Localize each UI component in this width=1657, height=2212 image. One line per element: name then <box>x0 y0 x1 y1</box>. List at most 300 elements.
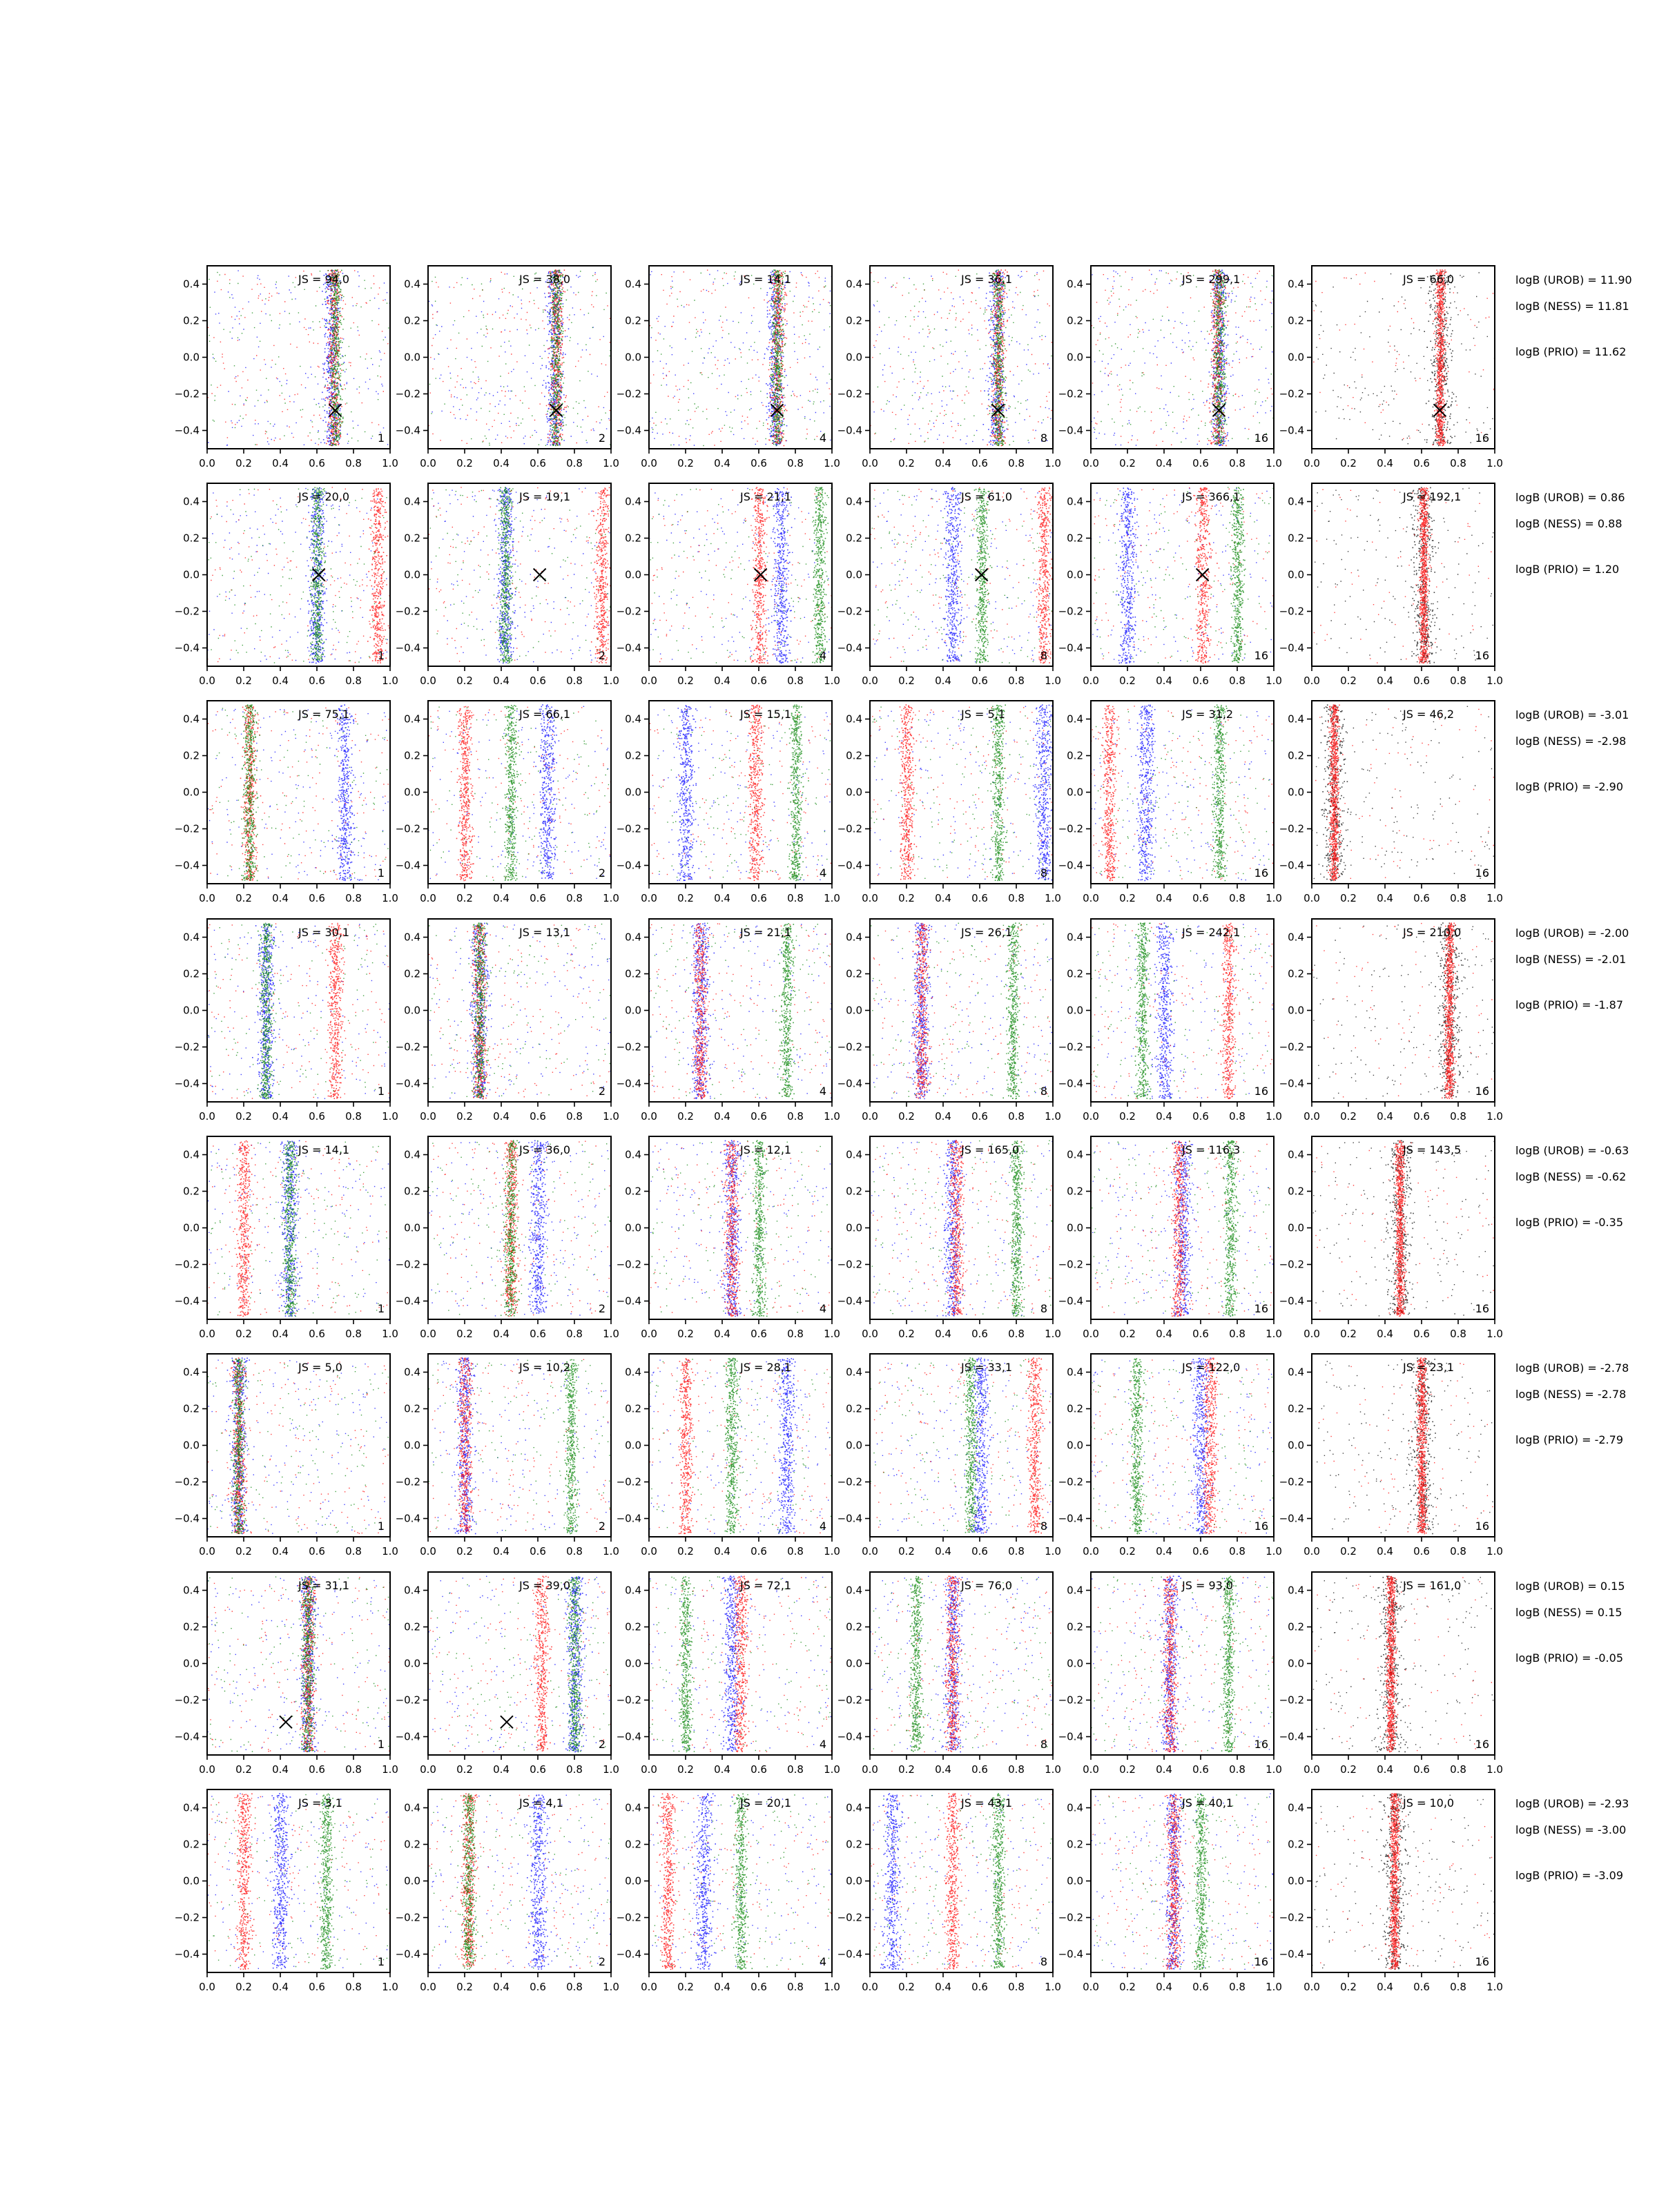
plot-frame <box>1312 1572 1495 1755</box>
x-tick-label: 0.8 <box>1450 1545 1466 1558</box>
y-tick-label: 0.4 <box>1067 495 1083 508</box>
y-tick-label: 0.2 <box>183 749 200 762</box>
y-tick-label: −0.2 <box>174 1911 200 1924</box>
sample-count-label: 4 <box>819 431 826 445</box>
x-tick-label: 1.0 <box>1045 1328 1061 1340</box>
panel-r4-c4 <box>837 919 1061 1123</box>
x-tick-label: 0.6 <box>971 675 988 687</box>
x-tick-label: 0.4 <box>714 675 730 687</box>
scatter-points <box>428 1357 612 1534</box>
y-tick-label: 0.2 <box>625 1185 641 1198</box>
js-annotation: JS = 39,0 <box>519 1579 571 1592</box>
y-tick-label: 0.2 <box>625 1402 641 1415</box>
plot-frame <box>428 1789 611 1972</box>
x-tick-label: 0.0 <box>641 457 657 469</box>
y-tick-label: 0.2 <box>625 314 641 327</box>
y-tick-label: 0.2 <box>404 1402 420 1415</box>
y-tick-label: −0.2 <box>1279 1040 1304 1054</box>
panel-r7-c4 <box>837 1572 1061 1776</box>
panel-r5-c2 <box>396 1136 619 1340</box>
y-tick-label: −0.4 <box>616 1512 641 1525</box>
y-tick-label: −0.4 <box>174 1948 200 1961</box>
y-tick-label: 0.2 <box>846 967 862 980</box>
y-tick-label: −0.2 <box>1279 1911 1304 1924</box>
scatter-series <box>873 270 1054 446</box>
scatter-series <box>870 1357 1050 1533</box>
x-tick-label: 0.6 <box>309 1545 325 1558</box>
y-tick-label: −0.4 <box>837 859 862 872</box>
y-tick-label: −0.4 <box>395 424 420 437</box>
y-tick-label: 0.2 <box>625 532 641 545</box>
sample-count-label: 4 <box>819 649 826 662</box>
y-tick-label: −0.4 <box>616 424 641 437</box>
y-tick-label: 0.4 <box>183 1801 200 1814</box>
js-annotation: JS = 165,0 <box>961 1143 1020 1156</box>
x-tick-label: 0.8 <box>1008 1545 1025 1558</box>
y-tick-label: 0.2 <box>1067 967 1083 980</box>
x-tick-label: 0.4 <box>714 1763 730 1776</box>
x-tick-label: 0.2 <box>1340 675 1357 687</box>
y-tick-label: 0.2 <box>625 749 641 762</box>
y-tick-label: −0.4 <box>174 424 200 437</box>
x-tick-label: 0.0 <box>1083 1545 1099 1558</box>
x-tick-label: 0.0 <box>862 892 878 904</box>
scatter-series <box>873 269 1054 446</box>
plot-frame <box>207 1572 390 1755</box>
logb-legend-row-8 <box>1515 1797 1629 1882</box>
plot-frame <box>1312 266 1495 449</box>
scatter-series <box>429 270 612 445</box>
x-tick-label: 0.0 <box>1083 457 1099 469</box>
y-tick-label: 0.2 <box>1288 1838 1304 1851</box>
js-annotation: JS = 20,1 <box>740 1796 792 1810</box>
x-tick-label: 0.8 <box>787 1981 804 1993</box>
panel-r3-c4 <box>837 701 1061 904</box>
y-tick-label: −0.4 <box>395 859 420 872</box>
x-tick-label: 1.0 <box>824 892 840 904</box>
x-tick-label: 0.8 <box>345 1981 362 1993</box>
scatter-series <box>429 1141 612 1317</box>
y-tick-label: 0.4 <box>404 495 420 508</box>
sample-count-label: 8 <box>1040 1085 1047 1098</box>
scatter-series <box>431 1141 610 1317</box>
x-tick-label: 0.0 <box>641 1110 657 1123</box>
y-tick-label: 0.2 <box>1067 1185 1083 1198</box>
x-tick-label: 1.0 <box>824 457 840 469</box>
plot-frame <box>1091 701 1274 884</box>
scatter-series <box>428 1357 610 1532</box>
x-tick-label: 0.2 <box>235 892 252 904</box>
y-tick-label: −0.2 <box>1058 1694 1083 1707</box>
x-tick-label: 1.0 <box>1045 675 1061 687</box>
x-tick-label: 0.2 <box>1119 1981 1136 1993</box>
plot-frame <box>649 701 832 884</box>
sample-count-label: 4 <box>819 1738 826 1751</box>
y-tick-label: 0.0 <box>404 1874 420 1888</box>
sample-count-label: 2 <box>598 1085 605 1098</box>
x-tick-label: 1.0 <box>1266 892 1282 904</box>
logb-legend-row-1 <box>1515 273 1632 358</box>
js-annotation: JS = 76,0 <box>961 1579 1013 1592</box>
x-tick-label: 0.8 <box>1008 1763 1025 1776</box>
scatter-series <box>429 270 612 447</box>
y-tick-label: −0.4 <box>1279 1294 1304 1308</box>
scatter-series <box>1096 1794 1272 1970</box>
x-tick-label: 0.4 <box>935 1545 951 1558</box>
panel-r3-c1 <box>175 701 398 904</box>
y-tick-label: 0.2 <box>404 314 420 327</box>
x-tick-label: 1.0 <box>1266 675 1282 687</box>
y-tick-label: 0.0 <box>1067 1657 1083 1670</box>
js-annotation: JS = 66,0 <box>1403 273 1455 286</box>
js-annotation: JS = 14,1 <box>740 273 792 286</box>
scatter-series <box>650 705 831 881</box>
scatter-points <box>649 1140 833 1317</box>
x-tick-label: 0.4 <box>272 1545 289 1558</box>
y-tick-label: 0.0 <box>846 568 862 581</box>
y-tick-label: −0.2 <box>837 387 862 400</box>
y-tick-label: −0.4 <box>1058 1512 1083 1525</box>
x-tick-label: 0.8 <box>1008 457 1025 469</box>
js-annotation: JS = 21,1 <box>740 490 792 503</box>
js-annotation: JS = 21,1 <box>740 926 792 939</box>
scatter-series <box>429 923 612 1100</box>
x-tick-label: 0.6 <box>1413 1328 1430 1340</box>
js-annotation: JS = 5,1 <box>961 708 1005 721</box>
y-tick-label: 0.0 <box>404 1657 420 1670</box>
y-tick-label: 0.4 <box>1288 1801 1304 1814</box>
scatter-series <box>1092 1794 1275 1970</box>
x-tick-label: 0.0 <box>199 892 215 904</box>
x-tick-label: 0.2 <box>456 1981 473 1993</box>
x-tick-label: 0.2 <box>1340 1981 1357 1993</box>
sample-count-label: 2 <box>598 431 605 445</box>
y-tick-label: 0.0 <box>404 1221 420 1234</box>
y-tick-label: −0.4 <box>616 1730 641 1743</box>
js-annotation: JS = 36,0 <box>519 1143 571 1156</box>
scatter-points <box>429 1140 612 1317</box>
scatter-series <box>871 704 1054 880</box>
x-tick-label: 0.2 <box>1340 1763 1357 1776</box>
js-annotation: JS = 40,1 <box>1182 1796 1234 1810</box>
x-tick-label: 0.0 <box>641 1981 657 1993</box>
sample-count-label: 4 <box>819 866 826 880</box>
x-tick-label: 0.6 <box>530 1110 546 1123</box>
y-tick-label: −0.4 <box>395 1948 420 1961</box>
sample-count-label: 2 <box>598 1520 605 1533</box>
scatter-series <box>659 705 831 882</box>
scatter-points <box>870 1793 1054 1970</box>
x-tick-label: 0.6 <box>1413 457 1430 469</box>
js-annotation: JS = 14,1 <box>298 1143 350 1156</box>
scatter-series <box>650 923 833 1100</box>
y-tick-label: 0.4 <box>1288 931 1304 944</box>
x-tick-label: 0.4 <box>714 457 730 469</box>
x-tick-label: 0.0 <box>641 1328 657 1340</box>
x-tick-label: 0.0 <box>641 675 657 687</box>
scatter-series <box>431 1794 610 1970</box>
scatter-series <box>208 923 391 1100</box>
logb-urob: logB (UROB) = -2.93 <box>1515 1797 1629 1810</box>
scatter-series <box>429 1140 610 1316</box>
x-tick-label: 0.4 <box>1156 1328 1172 1340</box>
x-tick-label: 0.2 <box>1119 457 1136 469</box>
x-tick-label: 0.8 <box>1450 457 1466 469</box>
x-tick-label: 0.4 <box>1156 1110 1172 1123</box>
js-annotation: JS = 122,0 <box>1182 1361 1241 1374</box>
y-tick-label: −0.4 <box>1279 1948 1304 1961</box>
logb-ness: logB (NESS) = 11.81 <box>1515 300 1629 313</box>
y-tick-label: 0.0 <box>625 1439 641 1452</box>
sample-count-label: 16 <box>1475 431 1489 445</box>
scatter-points <box>1314 487 1494 663</box>
scatter-points <box>649 269 833 446</box>
scatter-points <box>429 1576 612 1753</box>
scatter-series <box>873 923 1054 1099</box>
scatter-series <box>1094 487 1275 663</box>
plot-frame <box>1312 483 1495 666</box>
scatter-series <box>1094 922 1275 1099</box>
x-tick-label: 0.8 <box>1229 892 1246 904</box>
scatter-series <box>428 922 610 1098</box>
scatter-series <box>1313 1141 1496 1317</box>
y-tick-label: 0.4 <box>1288 1366 1304 1379</box>
x-tick-label: 1.0 <box>382 1981 398 1993</box>
scatter-points <box>207 1793 391 1970</box>
x-tick-label: 0.6 <box>1413 1545 1430 1558</box>
js-annotation: JS = 31,2 <box>1182 708 1234 721</box>
panel-r3-c3 <box>617 701 840 904</box>
y-tick-label: 0.2 <box>1288 1185 1304 1198</box>
logb-legend-row-2 <box>1515 491 1625 576</box>
x-tick-label: 0.0 <box>1304 457 1320 469</box>
logb-legend-row-5 <box>1515 1144 1629 1229</box>
scatter-points <box>428 269 612 446</box>
y-tick-label: −0.4 <box>395 1730 420 1743</box>
scatter-series <box>208 704 391 881</box>
x-tick-label: 0.8 <box>1008 1328 1025 1340</box>
y-tick-label: −0.2 <box>837 822 862 835</box>
logb-urob: logB (UROB) = -0.63 <box>1515 1144 1629 1157</box>
y-tick-label: −0.2 <box>616 1694 641 1707</box>
x-tick-label: 0.6 <box>971 1545 988 1558</box>
x-tick-label: 0.2 <box>235 675 252 687</box>
y-tick-label: 0.4 <box>625 712 641 726</box>
y-tick-label: 0.4 <box>1067 1148 1083 1161</box>
x-tick-label: 0.2 <box>1119 1763 1136 1776</box>
sample-count-label: 1 <box>377 1302 385 1315</box>
x-tick-label: 0.0 <box>641 1545 657 1558</box>
x-tick-label: 0.6 <box>971 1763 988 1776</box>
x-tick-label: 0.6 <box>750 892 767 904</box>
plot-frame <box>207 1136 390 1319</box>
panel-r2-c2 <box>396 483 619 687</box>
x-tick-label: 0.2 <box>456 1545 473 1558</box>
x-tick-label: 0.6 <box>750 1981 767 1993</box>
x-tick-label: 0.8 <box>787 457 804 469</box>
y-tick-label: 0.2 <box>1067 1402 1083 1415</box>
panel-r2-c6 <box>1279 483 1503 687</box>
y-tick-label: 0.2 <box>404 1185 420 1198</box>
x-tick-label: 0.0 <box>1304 675 1320 687</box>
y-tick-label: −0.4 <box>1058 859 1083 872</box>
y-tick-label: −0.4 <box>837 424 862 437</box>
y-tick-label: 0.2 <box>625 1620 641 1633</box>
x-tick-label: 0.6 <box>971 1328 988 1340</box>
x-tick-label: 0.0 <box>199 1763 215 1776</box>
x-tick-label: 0.6 <box>309 1763 325 1776</box>
x-tick-label: 1.0 <box>824 1545 840 1558</box>
x-tick-label: 0.6 <box>1192 1981 1209 1993</box>
y-tick-label: 0.2 <box>1288 314 1304 327</box>
y-tick-label: 0.4 <box>183 931 200 944</box>
x-tick-label: 0.0 <box>1083 1981 1099 1993</box>
y-tick-label: −0.2 <box>174 1475 200 1488</box>
y-tick-label: 0.4 <box>404 1584 420 1597</box>
sample-count-label: 2 <box>598 866 605 880</box>
sample-count-label: 16 <box>1254 1085 1268 1098</box>
x-tick-label: 1.0 <box>1266 1763 1282 1776</box>
scatter-series <box>429 1794 612 1970</box>
js-annotation: JS = 94,0 <box>298 273 350 286</box>
y-tick-label: −0.2 <box>616 605 641 618</box>
x-tick-label: 0.0 <box>199 1110 215 1123</box>
y-tick-label: 0.4 <box>404 1366 420 1379</box>
scatter-series <box>207 487 390 663</box>
scatter-series <box>429 1576 612 1753</box>
y-tick-label: −0.2 <box>1058 605 1083 618</box>
y-tick-label: 0.0 <box>183 1221 200 1234</box>
x-tick-label: 0.4 <box>1156 1981 1172 1993</box>
scatter-series <box>1092 1358 1272 1535</box>
scatter-points <box>1312 704 1494 881</box>
plot-frame <box>428 1572 611 1755</box>
scatter-series <box>1092 922 1275 1099</box>
y-tick-label: −0.4 <box>1058 424 1083 437</box>
scatter-points <box>207 1576 391 1752</box>
panel-r4-c6 <box>1279 919 1503 1123</box>
scatter-series <box>650 1140 833 1317</box>
logb-legend-row-3 <box>1515 708 1629 793</box>
y-tick-label: 0.4 <box>846 278 862 291</box>
panel-r3-c6 <box>1279 701 1503 904</box>
x-tick-label: 0.2 <box>1119 1328 1136 1340</box>
js-annotation: JS = 12,1 <box>740 1143 792 1156</box>
scatter-points <box>871 1575 1054 1752</box>
scatter-points <box>429 487 612 663</box>
x-tick-label: 0.0 <box>862 1545 878 1558</box>
scatter-series <box>208 269 391 446</box>
x-tick-label: 0.0 <box>862 675 878 687</box>
scatter-series <box>1092 1575 1275 1752</box>
sample-count-label: 8 <box>1040 866 1047 880</box>
sample-count-label: 16 <box>1475 1955 1489 1968</box>
y-tick-label: −0.4 <box>1279 859 1304 872</box>
panel-r2-c4 <box>837 483 1061 687</box>
scatter-series <box>429 487 612 663</box>
x-tick-label: 1.0 <box>824 1110 840 1123</box>
x-tick-label: 0.0 <box>862 457 878 469</box>
x-tick-label: 0.8 <box>345 1110 362 1123</box>
scatter-series <box>872 488 1053 663</box>
scatter-series <box>871 487 1054 664</box>
scatter-series <box>649 1358 831 1534</box>
y-tick-label: −0.2 <box>1279 1694 1304 1707</box>
x-tick-label: 0.0 <box>862 1328 878 1340</box>
x-tick-label: 0.4 <box>272 1328 289 1340</box>
y-tick-label: −0.4 <box>837 641 862 654</box>
js-annotation: JS = 4,1 <box>519 1796 563 1810</box>
y-tick-label: 0.4 <box>1067 278 1083 291</box>
sample-count-label: 16 <box>1254 1738 1268 1751</box>
panel-r8-c5 <box>1058 1789 1282 1993</box>
plot-frame <box>428 701 611 884</box>
plot-frame <box>870 266 1053 449</box>
y-tick-label: 0.2 <box>183 1838 200 1851</box>
y-tick-label: −0.4 <box>616 1294 641 1308</box>
x-tick-label: 0.4 <box>714 892 730 904</box>
sample-count-label: 16 <box>1475 1520 1489 1533</box>
x-tick-label: 1.0 <box>824 1763 840 1776</box>
x-tick-label: 0.0 <box>199 1981 215 1993</box>
y-tick-label: 0.0 <box>846 351 862 364</box>
y-tick-label: −0.2 <box>616 822 641 835</box>
x-tick-label: 0.2 <box>1340 1545 1357 1558</box>
scatter-series <box>207 487 390 663</box>
x-tick-label: 0.8 <box>566 1763 583 1776</box>
y-tick-label: −0.4 <box>395 641 420 654</box>
y-tick-label: −0.2 <box>837 1911 862 1924</box>
panel-r8-c2 <box>396 1789 619 1993</box>
sample-count-label: 1 <box>377 866 385 880</box>
x-tick-label: 0.8 <box>566 1328 583 1340</box>
x-tick-label: 0.8 <box>787 1545 804 1558</box>
y-tick-label: 0.4 <box>846 1584 862 1597</box>
y-tick-label: −0.2 <box>1058 387 1083 400</box>
x-tick-label: 0.6 <box>309 457 325 469</box>
sample-count-label: 4 <box>819 1302 826 1315</box>
x-tick-label: 0.4 <box>714 1110 730 1123</box>
x-tick-label: 0.4 <box>1156 457 1172 469</box>
plot-frame <box>1091 919 1274 1102</box>
sample-count-label: 16 <box>1254 431 1268 445</box>
y-tick-label: 0.0 <box>846 1439 862 1452</box>
panel-r4-c3 <box>617 919 840 1123</box>
logb-prio: logB (PRIO) = -1.87 <box>1515 998 1623 1011</box>
x-tick-label: 0.4 <box>493 1763 510 1776</box>
x-tick-label: 1.0 <box>1266 1110 1282 1123</box>
js-annotation: JS = 46,2 <box>1403 708 1455 721</box>
scatter-points <box>1312 922 1496 1099</box>
x-tick-label: 0.0 <box>420 1110 436 1123</box>
y-tick-label: −0.4 <box>616 1948 641 1961</box>
x-tick-label: 0.2 <box>898 1328 915 1340</box>
plot-frame <box>870 919 1053 1102</box>
x-tick-label: 0.4 <box>1377 457 1393 469</box>
y-tick-label: 0.4 <box>846 931 862 944</box>
scatter-series <box>432 1577 610 1753</box>
y-tick-label: 0.4 <box>625 931 641 944</box>
y-tick-label: 0.0 <box>625 1657 641 1670</box>
x-tick-label: 0.6 <box>530 1328 546 1340</box>
x-tick-label: 0.0 <box>1304 1328 1320 1340</box>
js-annotation: JS = 242,1 <box>1182 926 1241 939</box>
scatter-series <box>428 269 610 445</box>
y-tick-label: −0.2 <box>1279 605 1304 618</box>
x-tick-label: 0.4 <box>1156 675 1172 687</box>
scatter-series <box>429 487 611 663</box>
plot-frame <box>870 1789 1053 1972</box>
